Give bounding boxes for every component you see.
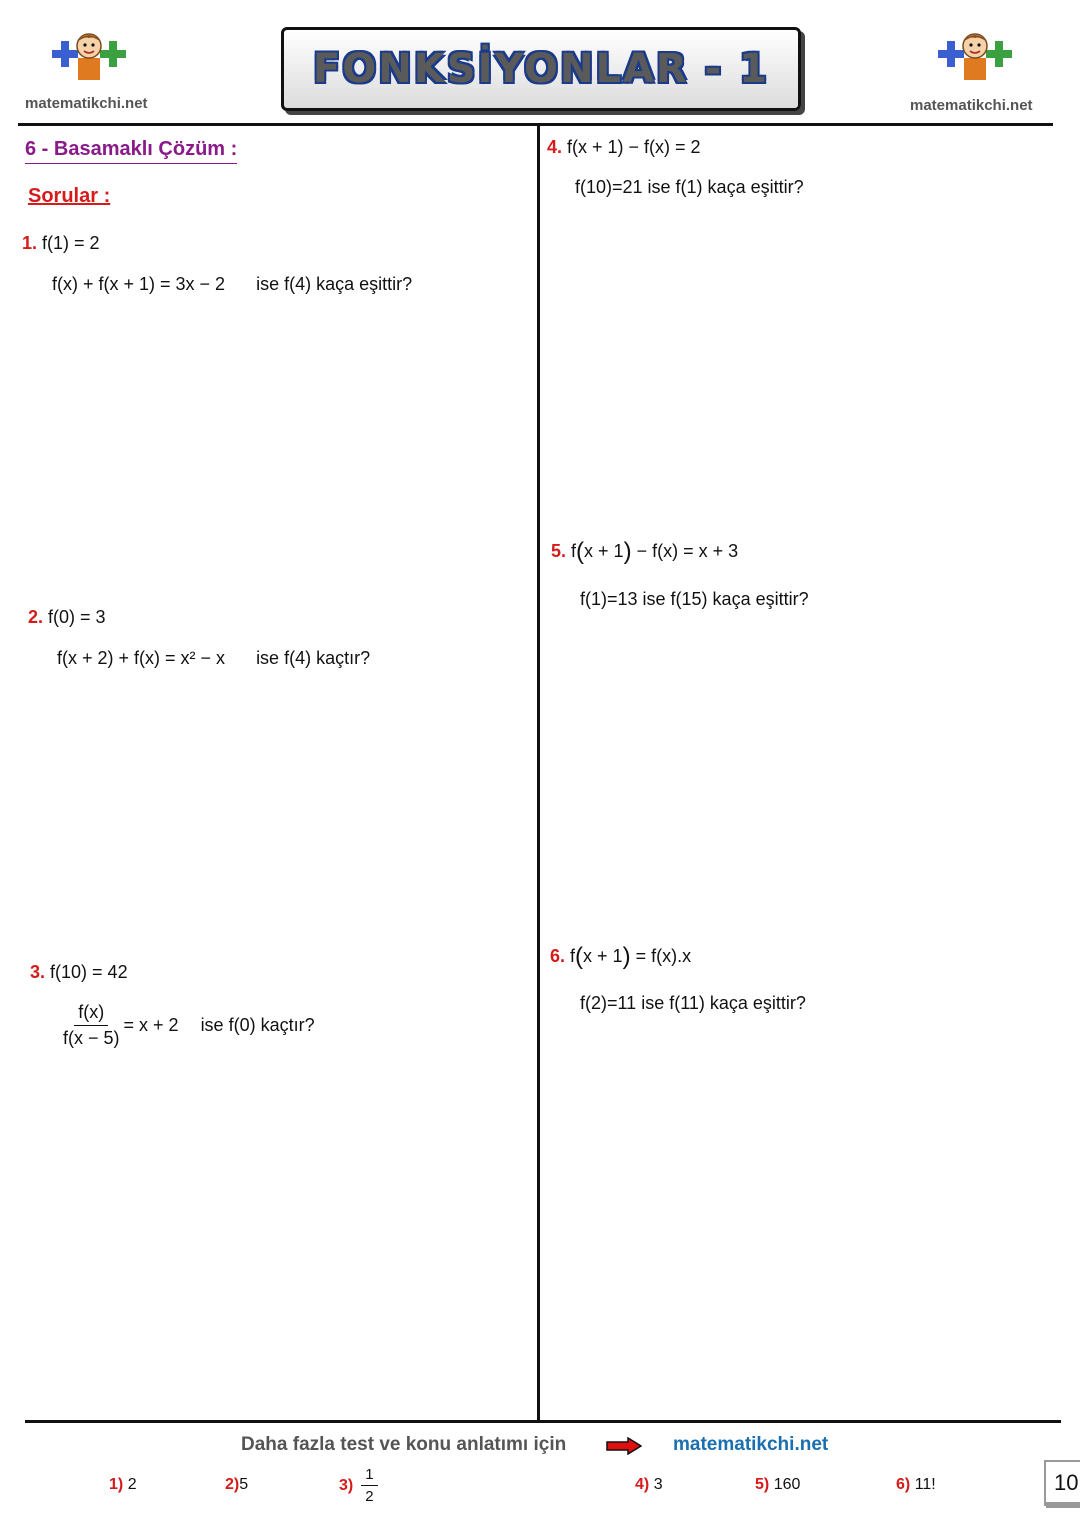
question-2-body — [57, 648, 370, 669]
question-number: 1. — [22, 233, 38, 253]
equation: f(x) + f(x + 1) = 3x − 2 — [52, 274, 226, 294]
math-kid-logo-icon — [48, 28, 130, 86]
fraction-numerator: 1 — [361, 1466, 377, 1486]
footer-site-link[interactable]: matematikchi.net — [673, 1434, 829, 1455]
equation-rest: − f(x) = x + 3 — [636, 541, 739, 561]
question-ask: ise f(0) kaçtır? — [200, 1015, 315, 1035]
answer-number: 6) — [896, 1476, 911, 1493]
footer-text: Daha fazla test ve konu anlatımı için — [241, 1434, 567, 1455]
equation: f(x + 2) + f(x) = x² − x — [57, 648, 226, 668]
question-2-given — [28, 607, 106, 628]
header-divider — [18, 123, 1053, 126]
logo-right — [934, 28, 1016, 91]
question-1-body — [52, 274, 412, 295]
arrow-right-icon — [606, 1437, 642, 1460]
answer-6 — [896, 1476, 936, 1494]
logo-left-text: matematikchi.net — [25, 95, 148, 112]
answer-1 — [109, 1476, 137, 1494]
fraction-denominator: f(x − 5) — [63, 1028, 120, 1048]
function-name: f — [570, 946, 576, 966]
question-4-given — [547, 137, 701, 158]
answer-value: 11! — [914, 1476, 936, 1493]
question-text: f(0) = 3 — [48, 607, 106, 627]
question-number: 6. — [550, 946, 566, 966]
question-text: f(1) = 2 — [42, 233, 100, 253]
answer-number: 1) — [109, 1476, 124, 1493]
fraction — [63, 1002, 120, 1049]
question-number: 3. — [30, 962, 46, 982]
paren-close: ) — [623, 538, 632, 565]
question-ask: ise f(4) kaçtır? — [256, 648, 371, 668]
fraction-numerator: f(x) — [74, 1002, 108, 1026]
question-5-body: f(1)=13 ise f(15) kaça eşittir? — [580, 589, 809, 609]
question-text: f(10) = 42 — [50, 962, 128, 982]
answer-number: 3) — [339, 1476, 354, 1494]
paren-open: ( — [575, 943, 584, 970]
question-1-given — [22, 233, 100, 254]
title-banner — [281, 27, 801, 111]
equation-rest: = f(x).x — [635, 946, 692, 966]
answer-number: 4) — [635, 1476, 650, 1493]
paren-close: ) — [622, 943, 631, 970]
question-number: 2. — [28, 607, 44, 627]
function-name: f — [571, 541, 577, 561]
math-kid-logo-icon — [934, 28, 1016, 86]
answer-value: 3 — [653, 1476, 663, 1493]
page-number-bar — [1046, 1502, 1080, 1508]
column-divider — [537, 125, 540, 1422]
section-title: 6 - Basamaklı Çözüm : — [25, 138, 237, 164]
answer-value: 160 — [773, 1476, 801, 1493]
question-3-given — [30, 962, 128, 983]
answer-2 — [225, 1476, 248, 1494]
function-arg: x + 1 — [583, 946, 623, 966]
question-text: f(x + 1) − f(x) = 2 — [567, 137, 701, 157]
fraction-denominator: 2 — [365, 1488, 374, 1505]
page-title: FONKSİYONLAR - 1 — [312, 46, 770, 92]
answer-value: 5 — [239, 1476, 249, 1493]
question-6-given — [550, 945, 691, 969]
function-arg: x + 1 — [584, 541, 624, 561]
question-number: 4. — [547, 137, 563, 157]
arrow-right-icon-svg — [606, 1437, 642, 1455]
logo-right-text: matematikchi.net — [910, 97, 1033, 114]
sorular-heading: Sorular : — [28, 185, 111, 207]
answer-value: 2 — [127, 1476, 137, 1493]
question-6-body: f(2)=11 ise f(11) kaça eşittir? — [580, 993, 806, 1013]
logo-left — [48, 28, 130, 91]
answer-4 — [635, 1476, 663, 1494]
answer-fraction — [361, 1466, 377, 1505]
footer-divider — [25, 1420, 1061, 1423]
page-number: 10 — [1054, 1470, 1079, 1495]
paren-open: ( — [576, 538, 585, 565]
page-number-box — [1044, 1460, 1080, 1506]
question-5-given — [551, 540, 738, 564]
question-4-body: f(10)=21 ise f(1) kaça eşittir? — [575, 177, 804, 197]
answer-number: 2) — [225, 1476, 240, 1493]
question-3-body — [63, 1002, 315, 1049]
answer-3 — [339, 1466, 378, 1505]
question-ask: ise f(4) kaça eşittir? — [256, 274, 413, 294]
answer-number: 5) — [755, 1476, 770, 1493]
question-number: 5. — [551, 541, 567, 561]
equation: = x + 2 — [123, 1015, 179, 1035]
answer-5 — [755, 1476, 800, 1494]
